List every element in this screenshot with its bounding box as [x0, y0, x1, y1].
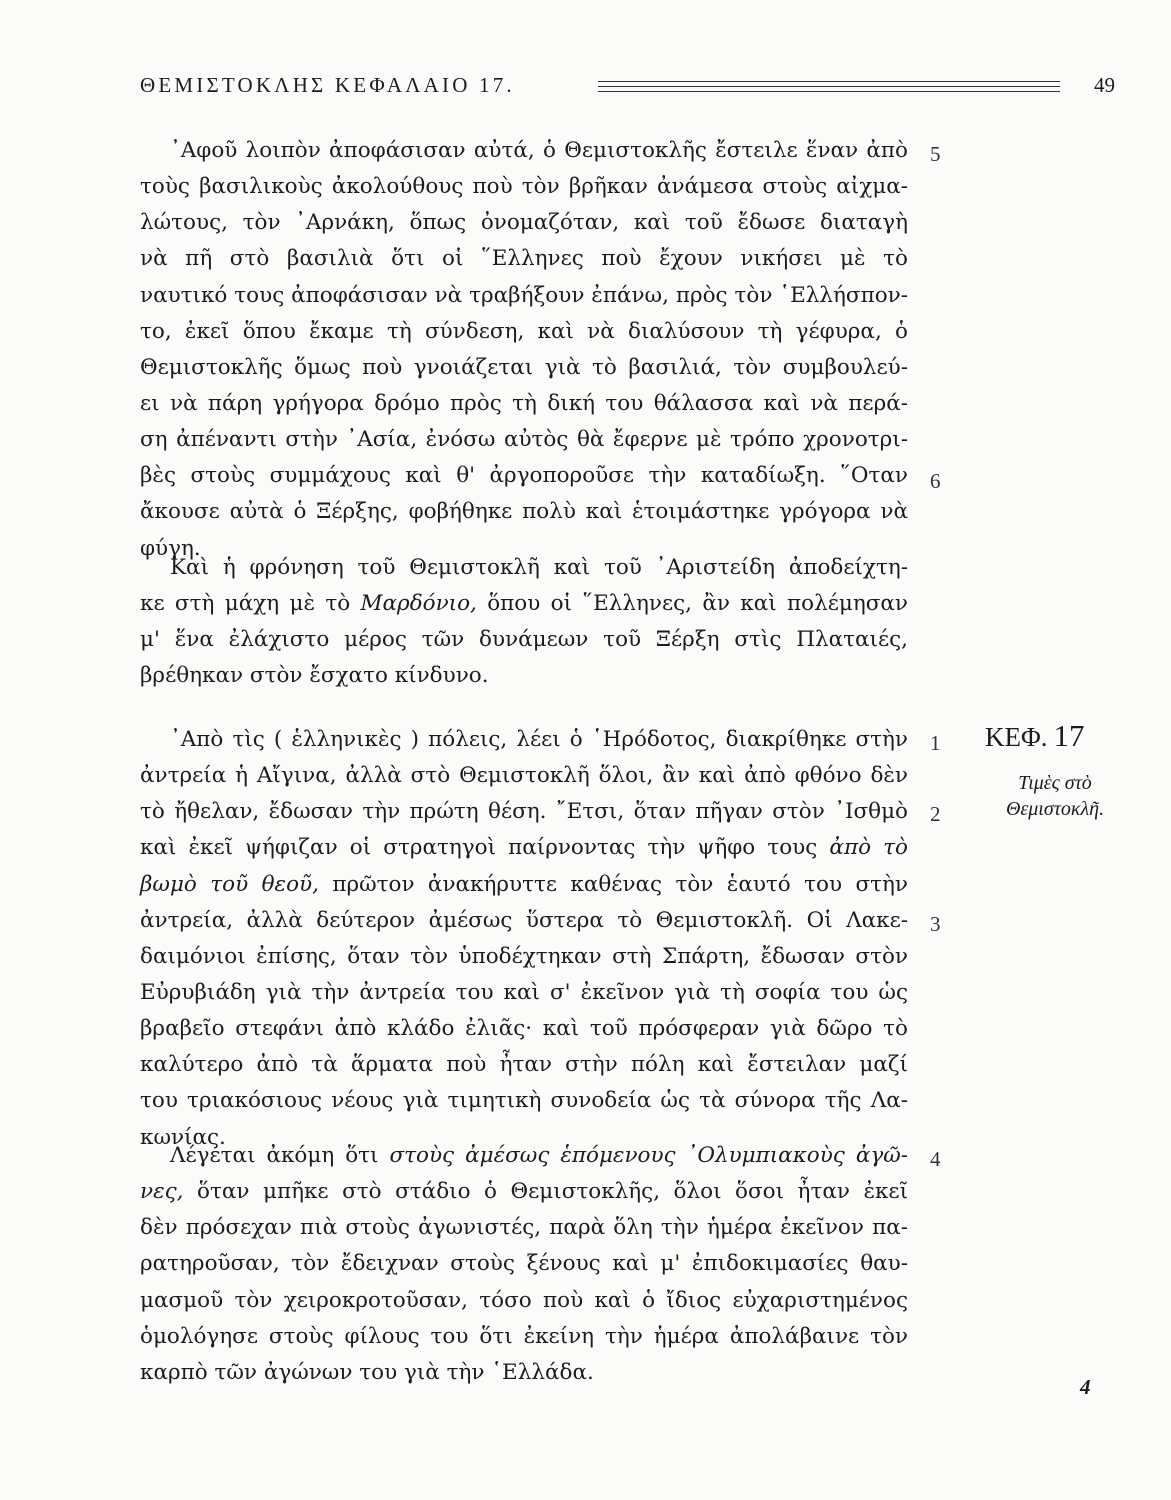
text-line: μασμοῦ τὸν χειροκροτοῦσαν, τόσο ποὺ καὶ ὁ ἴδιος εὐχαριστημένος [140, 1287, 908, 1313]
text-line: καρπὸ τῶν ἀγώνων του γιὰ τὴν ῾Ελλάδα. [140, 1359, 594, 1385]
margin-number: 4 [930, 1147, 941, 1171]
text-line: βρέθηκαν στὸν ἔσχατο κίνδυνο. [140, 663, 489, 689]
text-line: ρατηροῦσαν, τὸν ἔδειχναν στοὺς ξένους καὶ μ' ἐπιδοκιμασίες θαυ- [140, 1251, 908, 1277]
text-line: ση ἀπέναντι στὴν ᾿Ασία, ἐνόσω αὐτὸς θὰ ἔφερνε μὲ τρόπο χρονοτρι- [140, 427, 908, 453]
text-line: φύγη. [140, 535, 201, 561]
margin-number: 2 [930, 802, 941, 826]
sidenote-subtitle: Θεμιστοκλῆ. [1005, 798, 1105, 820]
italic-span: νες, [140, 1179, 184, 1205]
text-line: Καὶ ἡ φρόνηση τοῦ Θεμιστοκλῆ καὶ τοῦ ᾿Αριστείδη ἀποδείχτη- [170, 555, 908, 580]
text-line [140, 867, 908, 903]
text-line: τοὺς βασιλικοὺς ἀκολούθους ποὺ τὸν βρῆκαν ἀνάμεσα στοὺς αἰχμα- [140, 174, 908, 200]
signature-mark: 4 [1080, 1375, 1091, 1399]
text-line: βὲς στοὺς συμμάχους καὶ θ' ἀργοποροῦσε τὴν καταδίωξη. ῞Οταν [140, 463, 908, 489]
chapter-number: 17 [1053, 718, 1085, 753]
text-line: τὸ ἤθελαν, ἔδωσαν τὴν πρώτη θέση. ῎Ετσι, ὅταν πῆγαν στὸν ᾿Ισθμὸ [140, 799, 908, 825]
text-line: το, ἐκεῖ ὅπου ἔκαμε τὴ σύνδεση, καὶ νὰ διαλύσουν τὴ γέφυρα, ὁ [140, 318, 908, 344]
running-title: ΘΕΜΙΣΤΟΚΛΗΣ ΚΕΦΑΛΑΙΟ 17. [140, 73, 515, 97]
italic-span: στοὺς ἀμέσως ἑπόμενους ᾿Ολυμπιακοὺς ἀγῶ- [389, 1143, 908, 1168]
sidenote-subtitle: Τιμὲς στὸ [1018, 772, 1092, 794]
text-span: ὅπου οἱ ῞Ελληνες, ἂν καὶ πολέμησαν [476, 591, 908, 617]
text-span: πρῶτον ἀνακήρυττε καθένας τὸν ἑαυτό του στὴν [318, 871, 908, 897]
header-rule [598, 91, 1060, 92]
text-line: Θεμιστοκλῆς ὅμως ποὺ γνοιάζεται γιὰ τὸ βασιλιά, τὸν συμβουλεύ- [140, 354, 908, 380]
text-line: ἀντρεία ἡ Αἴγινα, ἀλλὰ στὸ Θεμιστοκλῆ ὅλοι, ἂν καὶ ἀπὸ φθόνο δὲν [140, 763, 908, 789]
text-line [140, 1174, 908, 1210]
text-line: λώτους, τὸν ᾿Αρνάκη, ὅπως ὀνομαζόταν, καὶ τοῦ ἔδωσε διαταγὴ [140, 210, 908, 236]
chapter-sidenote [985, 718, 1084, 754]
text-line: κωνίας. [140, 1124, 226, 1150]
text-line: δαιμόνιοι ἐπίσης, ὅταν τὸν ὑποδέχτηκαν στὴ Σπάρτη, ἔδωσαν στὸν [140, 943, 908, 969]
header-rule [598, 81, 1060, 82]
text-line: ἀντρεία, ἀλλὰ δεύτερον ἀμέσως ὕστερα τὸ Θεμιστοκλῆ. Οἱ Λακε- [140, 907, 908, 933]
paragraph-4 [140, 1138, 908, 1391]
header-rule [598, 86, 1060, 87]
text-line: δὲν πρόσεχαν πιὰ στοὺς ἀγωνιστές, παρὰ ὅλη τὴν ἡμέρα ἐκεῖνον πα- [140, 1215, 908, 1241]
text-line: του τριακόσιους νέους γιὰ τιμητικὴ συνοδεία ὡς τὰ σύνορα τῆς Λα- [140, 1088, 908, 1114]
text-line: ναυτικό τους ἀποφάσισαν νὰ τραβήξουν ἐπάνω, πρὸς τὸν ῾Ελλήσπον- [140, 282, 908, 308]
text-line: βραβεῖο στεφάνι ἀπὸ κλάδο ἐλιᾶς· καὶ τοῦ πρόσφεραν γιὰ δῶρο τὸ [140, 1016, 908, 1042]
text-line: ᾿Απὸ τὶς ( ἑλληνικὲς ) πόλεις, λέει ὁ ῾Ηρόδοτος, διακρίθηκε στὴν [170, 727, 908, 752]
margin-number: 3 [930, 912, 941, 936]
paragraph-1 [140, 133, 908, 567]
text-line: ἄκουσε αὐτὰ ὁ Ξέρξης, φοβήθηκε πολὺ καὶ ἑτοιμάστηκε γρόγορα νὰ [140, 499, 908, 525]
text-line [140, 586, 908, 622]
margin-number: 6 [930, 469, 941, 493]
text-line: ει νὰ πάρη γρήγορα δρόμο πρὸς τὴ δική του θάλασσα καὶ νὰ περά- [140, 390, 908, 416]
page-number: 49 [1094, 73, 1115, 97]
paragraph-2 [140, 550, 908, 695]
text-line: ᾿Αφοῦ λοιπὸν ἀποφάσισαν αὐτά, ὁ Θεμιστοκλῆς ἔστειλε ἕναν ἀπὸ [170, 138, 908, 163]
text-line: Εὐρυβιάδη γιὰ τὴν ἀντρεία του καὶ σ' ἐκεῖνον γιὰ τὴ σοφία του ὡς [140, 979, 908, 1005]
text-span: κε στὴ μάχη μὲ τὸ [140, 591, 361, 617]
running-header [140, 73, 1115, 103]
text-span: καὶ ἐκεῖ ψήφιζαν οἱ στρατηγοὶ παίρνοντας τὴν ψῆφο τους [140, 835, 830, 861]
text-line: μ' ἕνα ἐλάχιστο μέρος τῶν δυνάμεων τοῦ Ξέρξη στὶς Πλαταιές, [140, 627, 908, 653]
paragraph-3 [140, 722, 908, 1156]
margin-number: 1 [930, 731, 941, 755]
text-line: ὁμολόγησε στοὺς φίλους του ὅτι ἐκείνη τὴν ἡμέρα ἀπολάβαινε τὸν [140, 1323, 908, 1349]
text-line: καλύτερο ἀπὸ τὰ ἅρματα ποὺ ἦταν στὴν πόλη καὶ ἔστειλαν μαζί [140, 1052, 908, 1078]
text-line: νὰ πῆ στὸ βασιλιὰ ὅτι οἱ ῞Ελληνες ποὺ ἔχουν νικήσει μὲ τὸ [140, 246, 908, 272]
chapter-label: ΚΕΦ. [985, 722, 1048, 752]
text-line [140, 1138, 908, 1174]
italic-span: ἀπὸ τὸ [829, 835, 908, 861]
text-span: ὅταν μπῆκε στὸ στάδιο ὁ Θεμιστοκλῆς, ὅλοι ὅσοι ἦταν ἐκεῖ [183, 1179, 908, 1205]
text-span: Λέγεται ἀκόμη ὅτι [170, 1143, 390, 1168]
margin-number: 5 [930, 142, 941, 166]
text-line [140, 830, 908, 866]
italic-span: βωμὸ τοῦ θεοῦ, [140, 871, 319, 897]
italic-span: Μαρδόνιο, [360, 591, 477, 617]
